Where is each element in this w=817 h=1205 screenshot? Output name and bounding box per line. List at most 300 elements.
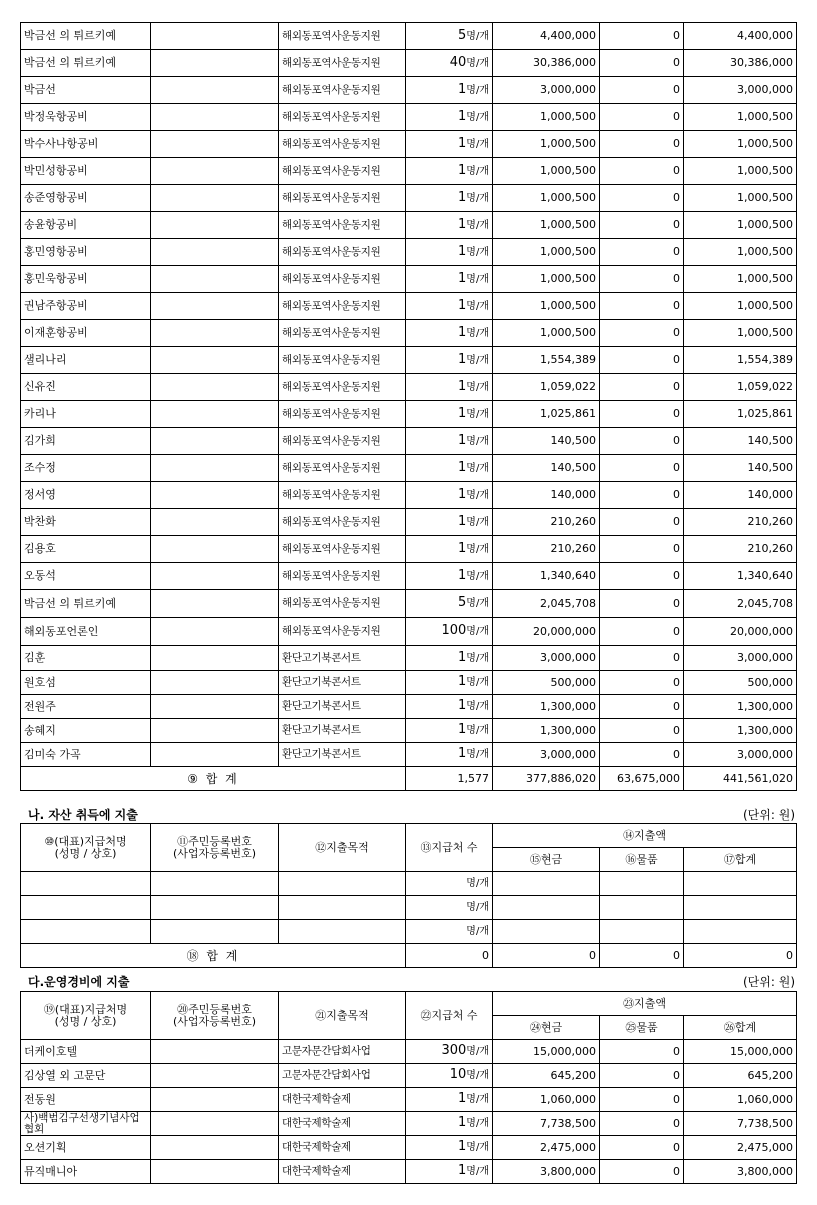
goods-amount: 0 bbox=[600, 239, 684, 266]
count-value: 10 bbox=[449, 1067, 467, 1082]
cash-amount: 500,000 bbox=[493, 671, 600, 695]
cash-amount: 210,260 bbox=[493, 536, 600, 563]
registration-number bbox=[151, 293, 279, 320]
recipient-name: 해외동포언론인 bbox=[21, 618, 151, 646]
recipient-name: 전원주 bbox=[21, 695, 151, 719]
expense-purpose: 해외동포역사운동지원 bbox=[279, 320, 406, 347]
goods-amount: 0 bbox=[600, 1088, 684, 1112]
registration-number bbox=[151, 1112, 279, 1136]
total-amount: 1,000,500 bbox=[684, 104, 797, 131]
cash-amount: 2,475,000 bbox=[493, 1136, 600, 1160]
registration-number bbox=[151, 266, 279, 293]
count-unit: 명/개 bbox=[466, 381, 489, 393]
count-value: 1 bbox=[458, 746, 467, 761]
table-row bbox=[21, 158, 797, 185]
cash-amount: 210,260 bbox=[493, 509, 600, 536]
total-amount: 1,000,500 bbox=[684, 212, 797, 239]
count-value: 1 bbox=[458, 1163, 467, 1178]
count-unit: 명/개 bbox=[466, 1046, 489, 1057]
count-value: 1 bbox=[458, 567, 467, 583]
goods-amount: 0 bbox=[600, 482, 684, 509]
table-row bbox=[21, 50, 797, 77]
total-amount: 30,386,000 bbox=[684, 50, 797, 77]
expense-purpose: 해외동포역사운동지원 bbox=[279, 239, 406, 266]
count-unit: 명/개 bbox=[466, 701, 489, 712]
count-unit: 명/개 bbox=[466, 300, 489, 312]
count-value: 1 bbox=[458, 216, 467, 232]
header-amount: ㉓지출액 bbox=[493, 992, 797, 1016]
registration-number bbox=[151, 563, 279, 590]
asset-section-title: 나. 자산 취득에 지출 bbox=[28, 808, 138, 822]
recipient-name: 샐리나리 bbox=[21, 347, 151, 374]
registration-number bbox=[151, 896, 279, 920]
table-row bbox=[21, 509, 797, 536]
registration-number bbox=[151, 185, 279, 212]
table-row bbox=[21, 872, 797, 896]
total-amount: 2,045,708 bbox=[684, 590, 797, 618]
table-row bbox=[21, 104, 797, 131]
table-row bbox=[21, 1088, 797, 1112]
goods-amount: 0 bbox=[600, 347, 684, 374]
expense-purpose: 대한국제학술제 bbox=[279, 1136, 406, 1160]
goods-amount: 0 bbox=[600, 695, 684, 719]
registration-number bbox=[151, 212, 279, 239]
goods-amount: 0 bbox=[600, 320, 684, 347]
goods-amount: 0 bbox=[600, 104, 684, 131]
registration-number bbox=[151, 131, 279, 158]
count-unit: 명/개 bbox=[466, 902, 489, 913]
count-value: 300 bbox=[441, 1043, 467, 1058]
table-row bbox=[21, 743, 797, 767]
recipient-name: 사)백범김구선생기념사업협회 bbox=[21, 1112, 151, 1136]
goods-amount: 0 bbox=[600, 158, 684, 185]
recipient-count bbox=[406, 563, 493, 590]
goods-amount: 0 bbox=[600, 374, 684, 401]
operation-section-title: 다.운영경비에 지출 bbox=[28, 975, 130, 989]
recipient-name: 오션기획 bbox=[21, 1136, 151, 1160]
expense-purpose: 환단고기북콘서트 bbox=[279, 646, 406, 671]
goods-amount: 0 bbox=[600, 185, 684, 212]
expense-purpose: 해외동포역사운동지원 bbox=[279, 212, 406, 239]
recipient-count bbox=[406, 1136, 493, 1160]
recipient-count bbox=[406, 23, 493, 50]
cash-amount: 20,000,000 bbox=[493, 618, 600, 646]
recipient-count bbox=[406, 77, 493, 104]
recipient-count bbox=[406, 185, 493, 212]
count-value: 1 bbox=[458, 351, 467, 367]
recipient-name bbox=[21, 920, 151, 944]
registration-number bbox=[151, 347, 279, 374]
expense-purpose: 해외동포역사운동지원 bbox=[279, 50, 406, 77]
total-amount: 15,000,000 bbox=[684, 1040, 797, 1064]
cash-amount bbox=[493, 872, 600, 896]
registration-number bbox=[151, 401, 279, 428]
count-unit: 명/개 bbox=[466, 354, 489, 366]
header-regno: ⑪주민등록번호 (사업자등록번호) bbox=[151, 824, 279, 872]
expense-purpose: 고문자문간담회사업 bbox=[279, 1064, 406, 1088]
count-unit: 명/개 bbox=[466, 489, 489, 501]
total-amount: 1,000,500 bbox=[684, 320, 797, 347]
sum-label: ⑱ 합 계 bbox=[21, 944, 406, 968]
recipient-name: 원호섬 bbox=[21, 671, 151, 695]
goods-amount: 0 bbox=[600, 618, 684, 646]
cash-amount: 4,400,000 bbox=[493, 23, 600, 50]
count-unit: 명/개 bbox=[466, 138, 489, 150]
total-amount: 210,260 bbox=[684, 536, 797, 563]
goods-amount: 0 bbox=[600, 50, 684, 77]
table-row bbox=[21, 618, 797, 646]
cash-amount: 140,500 bbox=[493, 455, 600, 482]
recipient-name: 뮤직매니아 bbox=[21, 1160, 151, 1184]
count-unit: 명/개 bbox=[466, 30, 489, 42]
goods-amount: 0 bbox=[600, 671, 684, 695]
header-count: ㉒지급처 수 bbox=[406, 992, 493, 1040]
goods-amount: 0 bbox=[600, 77, 684, 104]
recipient-count bbox=[406, 158, 493, 185]
table-row bbox=[21, 401, 797, 428]
recipient-name: 박정욱항공비 bbox=[21, 104, 151, 131]
expense-purpose bbox=[279, 896, 406, 920]
total-amount: 210,260 bbox=[684, 509, 797, 536]
cash-amount: 1,340,640 bbox=[493, 563, 600, 590]
expense-purpose bbox=[279, 920, 406, 944]
expense-purpose: 해외동포역사운동지원 bbox=[279, 23, 406, 50]
count-value: 1 bbox=[458, 270, 467, 286]
expense-purpose: 환단고기북콘서트 bbox=[279, 743, 406, 767]
asset-expense-table bbox=[20, 823, 797, 968]
goods-amount: 0 bbox=[600, 1064, 684, 1088]
count-value: 100 bbox=[441, 623, 467, 638]
count-value: 1 bbox=[458, 108, 467, 124]
total-amount: 1,060,000 bbox=[684, 1088, 797, 1112]
header-total: ⑰합계 bbox=[684, 848, 797, 872]
count-value: 1 bbox=[458, 698, 467, 713]
table-row bbox=[21, 896, 797, 920]
cash-amount: 3,000,000 bbox=[493, 646, 600, 671]
table-row bbox=[21, 347, 797, 374]
cash-amount: 1,300,000 bbox=[493, 695, 600, 719]
cash-amount: 1,000,500 bbox=[493, 266, 600, 293]
recipient-count bbox=[406, 50, 493, 77]
count-unit: 명/개 bbox=[466, 1070, 489, 1081]
registration-number bbox=[151, 1160, 279, 1184]
count-value: 1 bbox=[458, 1091, 467, 1106]
goods-amount: 0 bbox=[600, 509, 684, 536]
registration-number bbox=[151, 482, 279, 509]
table-row bbox=[21, 320, 797, 347]
expense-purpose: 해외동포역사운동지원 bbox=[279, 563, 406, 590]
count-value: 1 bbox=[458, 459, 467, 475]
table-row bbox=[21, 23, 797, 50]
header-goods: ㉕물품 bbox=[600, 1016, 684, 1040]
total-amount: 1,025,861 bbox=[684, 401, 797, 428]
recipient-name: 박금선 의 튀르키예 bbox=[21, 50, 151, 77]
cash-amount: 3,800,000 bbox=[493, 1160, 600, 1184]
count-value: 1 bbox=[458, 722, 467, 737]
expense-purpose: 해외동포역사운동지원 bbox=[279, 536, 406, 563]
recipient-count bbox=[406, 320, 493, 347]
sum-goods: 0 bbox=[600, 944, 684, 968]
expense-purpose: 환단고기북콘서트 bbox=[279, 719, 406, 743]
count-unit: 명/개 bbox=[466, 57, 489, 69]
count-unit: 명/개 bbox=[466, 725, 489, 736]
count-unit: 명/개 bbox=[466, 165, 489, 177]
cash-amount: 15,000,000 bbox=[493, 1040, 600, 1064]
count-unit: 명/개 bbox=[466, 1166, 489, 1177]
count-unit: 명/개 bbox=[466, 749, 489, 760]
expense-purpose: 해외동포역사운동지원 bbox=[279, 185, 406, 212]
count-value: 1 bbox=[458, 674, 467, 689]
cash-amount: 1,554,389 bbox=[493, 347, 600, 374]
goods-amount: 0 bbox=[600, 1136, 684, 1160]
count-unit: 명/개 bbox=[466, 926, 489, 937]
cash-amount: 1,000,500 bbox=[493, 293, 600, 320]
header-goods: ⑯물품 bbox=[600, 848, 684, 872]
registration-number bbox=[151, 618, 279, 646]
expense-purpose: 해외동포역사운동지원 bbox=[279, 293, 406, 320]
goods-amount: 0 bbox=[600, 428, 684, 455]
goods-amount: 0 bbox=[600, 1160, 684, 1184]
registration-number bbox=[151, 536, 279, 563]
recipient-name: 송준영항공비 bbox=[21, 185, 151, 212]
total-amount: 1,000,500 bbox=[684, 293, 797, 320]
total-amount: 645,200 bbox=[684, 1064, 797, 1088]
goods-amount: 0 bbox=[600, 1112, 684, 1136]
expense-purpose: 해외동포역사운동지원 bbox=[279, 401, 406, 428]
header-amount: ⑭지출액 bbox=[493, 824, 797, 848]
recipient-name: 이재훈항공비 bbox=[21, 320, 151, 347]
table-row bbox=[21, 293, 797, 320]
table-row bbox=[21, 920, 797, 944]
cash-amount: 1,000,500 bbox=[493, 158, 600, 185]
recipient-count bbox=[406, 646, 493, 671]
total-amount: 7,738,500 bbox=[684, 1112, 797, 1136]
count-unit: 명/개 bbox=[466, 652, 489, 664]
goods-amount: 0 bbox=[600, 293, 684, 320]
table-row bbox=[21, 239, 797, 266]
count-unit: 명/개 bbox=[466, 462, 489, 474]
recipient-name: 더케이호텔 bbox=[21, 1040, 151, 1064]
recipient-count bbox=[406, 374, 493, 401]
table-row bbox=[21, 536, 797, 563]
cash-amount: 645,200 bbox=[493, 1064, 600, 1088]
total-amount: 4,400,000 bbox=[684, 23, 797, 50]
header-recipient: ⑩(대표)지급처명 (성명 / 상호) bbox=[21, 824, 151, 872]
recipient-name: 박수사나항공비 bbox=[21, 131, 151, 158]
count-unit: 명/개 bbox=[466, 219, 489, 231]
recipient-name bbox=[21, 896, 151, 920]
total-amount bbox=[684, 872, 797, 896]
recipient-count bbox=[406, 131, 493, 158]
recipient-count bbox=[406, 1064, 493, 1088]
header-cash: ㉔현금 bbox=[493, 1016, 600, 1040]
recipient-count bbox=[406, 455, 493, 482]
cash-amount: 7,738,500 bbox=[493, 1112, 600, 1136]
goods-amount: 0 bbox=[600, 743, 684, 767]
count-value: 5 bbox=[458, 595, 467, 610]
operation-unit-note: (단위: 원) bbox=[743, 975, 795, 989]
registration-number bbox=[151, 1136, 279, 1160]
expense-purpose: 해외동포역사운동지원 bbox=[279, 158, 406, 185]
total-amount: 3,000,000 bbox=[684, 646, 797, 671]
goods-amount: 0 bbox=[600, 455, 684, 482]
table-row bbox=[21, 185, 797, 212]
total-amount: 1,340,640 bbox=[684, 563, 797, 590]
count-value: 1 bbox=[458, 1115, 467, 1130]
recipient-name: 송혜지 bbox=[21, 719, 151, 743]
total-amount: 1,000,500 bbox=[684, 131, 797, 158]
count-value: 1 bbox=[458, 324, 467, 340]
expense-purpose: 해외동포역사운동지원 bbox=[279, 509, 406, 536]
cash-amount: 3,000,000 bbox=[493, 77, 600, 104]
recipient-count bbox=[406, 1040, 493, 1064]
goods-amount bbox=[600, 896, 684, 920]
recipient-name: 김상열 외 고문단 bbox=[21, 1064, 151, 1088]
recipient-count bbox=[406, 1112, 493, 1136]
cash-amount: 1,000,500 bbox=[493, 212, 600, 239]
count-value: 1 bbox=[458, 189, 467, 205]
table-row bbox=[21, 455, 797, 482]
total-amount: 140,500 bbox=[684, 428, 797, 455]
recipient-name: 박금선 bbox=[21, 77, 151, 104]
total-amount: 1,300,000 bbox=[684, 695, 797, 719]
table-row bbox=[21, 719, 797, 743]
cash-amount bbox=[493, 896, 600, 920]
goods-amount: 0 bbox=[600, 536, 684, 563]
cash-amount: 1,000,500 bbox=[493, 104, 600, 131]
total-amount: 3,000,000 bbox=[684, 77, 797, 104]
registration-number bbox=[151, 455, 279, 482]
cash-amount: 1,300,000 bbox=[493, 719, 600, 743]
expense-purpose: 대한국제학술제 bbox=[279, 1160, 406, 1184]
registration-number bbox=[151, 428, 279, 455]
recipient-name: 권남주항공비 bbox=[21, 293, 151, 320]
expense-purpose: 해외동포역사운동지원 bbox=[279, 374, 406, 401]
cash-amount: 2,045,708 bbox=[493, 590, 600, 618]
registration-number bbox=[151, 23, 279, 50]
registration-number bbox=[151, 743, 279, 767]
recipient-count bbox=[406, 1088, 493, 1112]
expense-purpose: 해외동포역사운동지원 bbox=[279, 131, 406, 158]
goods-amount: 0 bbox=[600, 23, 684, 50]
recipient-name: 김미숙 가곡 bbox=[21, 743, 151, 767]
count-unit: 명/개 bbox=[466, 408, 489, 420]
table-row bbox=[21, 1136, 797, 1160]
count-unit: 명/개 bbox=[466, 327, 489, 339]
expense-purpose: 해외동포역사운동지원 bbox=[279, 482, 406, 509]
total-amount: 20,000,000 bbox=[684, 618, 797, 646]
sum-row bbox=[21, 767, 797, 791]
recipient-count bbox=[406, 671, 493, 695]
count-unit: 명/개 bbox=[466, 273, 489, 285]
goods-amount bbox=[600, 872, 684, 896]
count-value: 1 bbox=[458, 135, 467, 151]
recipient-count bbox=[406, 1160, 493, 1184]
registration-number bbox=[151, 646, 279, 671]
cash-amount: 1,000,500 bbox=[493, 320, 600, 347]
count-value: 40 bbox=[449, 54, 467, 70]
goods-amount: 0 bbox=[600, 131, 684, 158]
expense-purpose: 해외동포역사운동지원 bbox=[279, 347, 406, 374]
count-value: 1 bbox=[458, 378, 467, 394]
recipient-name: 김용호 bbox=[21, 536, 151, 563]
table-row bbox=[21, 428, 797, 455]
cash-amount: 1,000,500 bbox=[493, 131, 600, 158]
total-amount: 1,000,500 bbox=[684, 158, 797, 185]
recipient-name: 홍민영항공비 bbox=[21, 239, 151, 266]
total-amount: 140,500 bbox=[684, 455, 797, 482]
recipient-name bbox=[21, 872, 151, 896]
header-purpose: ⑫지출목적 bbox=[279, 824, 406, 872]
registration-number bbox=[151, 695, 279, 719]
table-row bbox=[21, 695, 797, 719]
sum-count: 0 bbox=[406, 944, 493, 968]
count-value: 1 bbox=[458, 405, 467, 421]
count-unit: 명/개 bbox=[466, 111, 489, 123]
registration-number bbox=[151, 104, 279, 131]
total-amount: 1,300,000 bbox=[684, 719, 797, 743]
total-amount: 1,000,500 bbox=[684, 266, 797, 293]
recipient-count bbox=[406, 695, 493, 719]
table-row bbox=[21, 563, 797, 590]
expense-purpose: 해외동포역사운동지원 bbox=[279, 590, 406, 618]
count-unit: 명/개 bbox=[466, 1142, 489, 1153]
registration-number bbox=[151, 1040, 279, 1064]
expense-purpose: 고문자문간담회사업 bbox=[279, 1040, 406, 1064]
registration-number bbox=[151, 719, 279, 743]
cash-amount: 1,059,022 bbox=[493, 374, 600, 401]
count-unit: 명/개 bbox=[466, 543, 489, 555]
count-value: 1 bbox=[458, 297, 467, 313]
count-value: 1 bbox=[458, 432, 467, 448]
cash-amount: 30,386,000 bbox=[493, 50, 600, 77]
goods-amount: 0 bbox=[600, 590, 684, 618]
total-amount: 500,000 bbox=[684, 671, 797, 695]
count-unit: 명/개 bbox=[466, 570, 489, 582]
count-value: 1 bbox=[458, 81, 467, 97]
recipient-count bbox=[406, 743, 493, 767]
recipient-name: 송윤항공비 bbox=[21, 212, 151, 239]
recipient-name: 김가희 bbox=[21, 428, 151, 455]
expense-purpose: 해외동포역사운동지원 bbox=[279, 428, 406, 455]
total-amount bbox=[684, 896, 797, 920]
expense-purpose: 해외동포역사운동지원 bbox=[279, 266, 406, 293]
registration-number bbox=[151, 590, 279, 618]
recipient-name: 박민성항공비 bbox=[21, 158, 151, 185]
cash-amount: 1,060,000 bbox=[493, 1088, 600, 1112]
table-row bbox=[21, 646, 797, 671]
expense-purpose: 대한국제학술제 bbox=[279, 1112, 406, 1136]
registration-number bbox=[151, 1064, 279, 1088]
registration-number bbox=[151, 509, 279, 536]
total-amount: 2,475,000 bbox=[684, 1136, 797, 1160]
count-unit: 명/개 bbox=[466, 677, 489, 688]
count-unit: 명/개 bbox=[466, 192, 489, 204]
count-value: 1 bbox=[458, 243, 467, 259]
cash-amount: 3,000,000 bbox=[493, 743, 600, 767]
goods-amount: 0 bbox=[600, 719, 684, 743]
total-amount: 3,800,000 bbox=[684, 1160, 797, 1184]
expense-purpose: 환단고기북콘서트 bbox=[279, 695, 406, 719]
expense-purpose: 해외동포역사운동지원 bbox=[279, 77, 406, 104]
recipient-count bbox=[406, 104, 493, 131]
recipient-name: 박찬화 bbox=[21, 509, 151, 536]
recipient-count bbox=[406, 872, 493, 896]
expense-purpose: 대한국제학술제 bbox=[279, 1088, 406, 1112]
count-unit: 명/개 bbox=[466, 626, 489, 637]
goods-amount: 0 bbox=[600, 212, 684, 239]
recipient-count bbox=[406, 618, 493, 646]
